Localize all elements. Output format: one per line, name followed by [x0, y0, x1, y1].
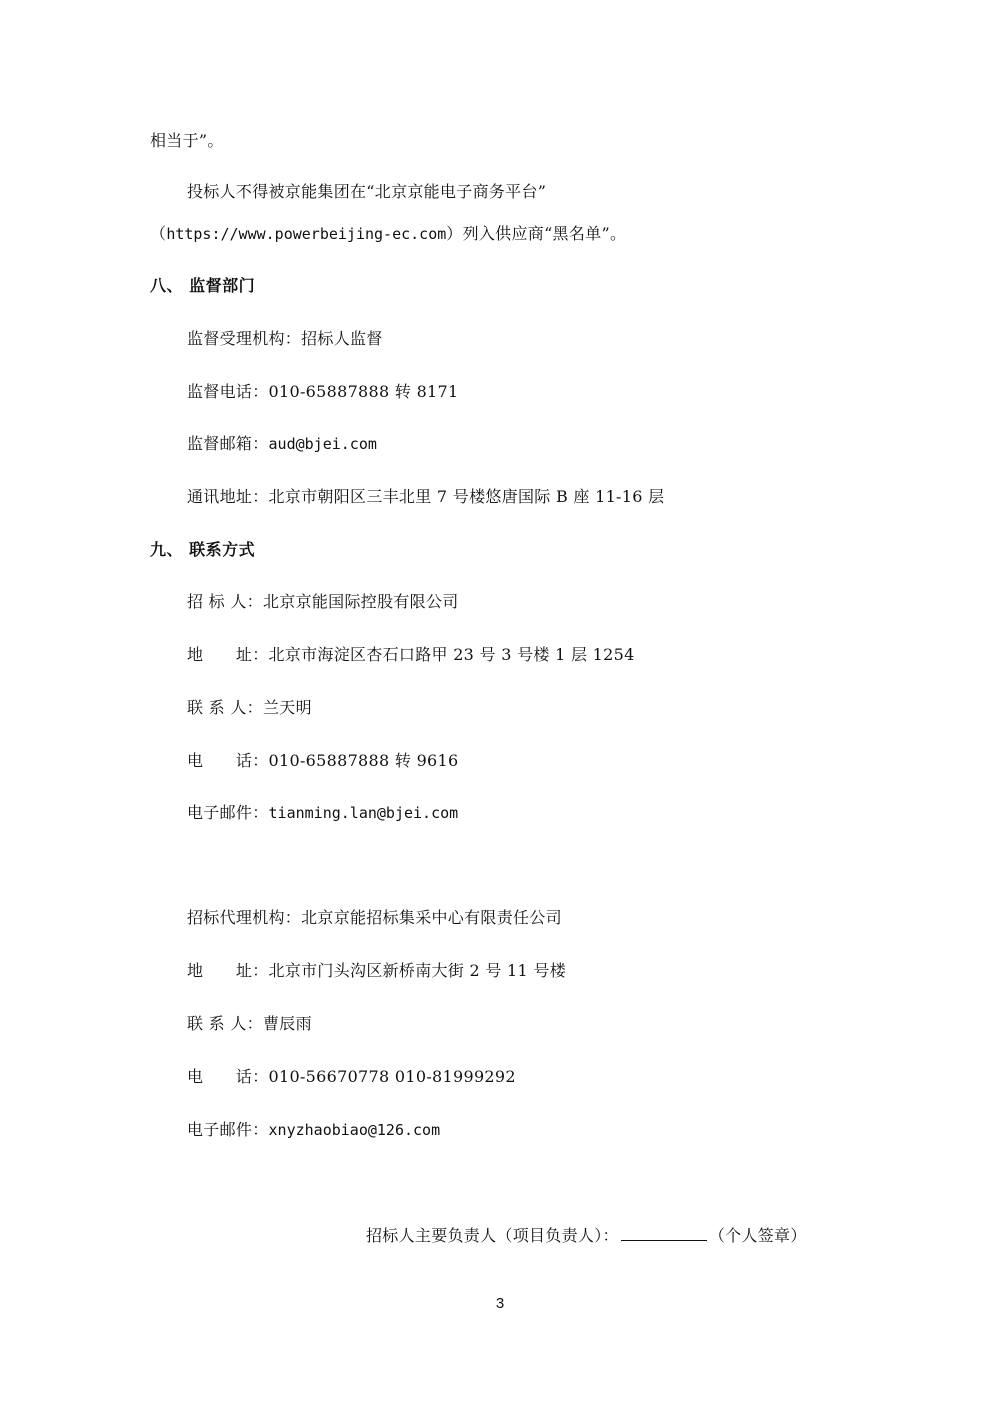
agency-name-label: 招标代理机构：: [187, 908, 302, 927]
tenderer-phone-value: 010-65887888 转 9616: [268, 751, 459, 770]
tenderer-address: [187, 644, 635, 666]
intro-line-3-prefix: （: [150, 224, 167, 243]
tenderer-email-value: tianming.lan@bjei.com: [268, 804, 459, 822]
tenderer-address-value: 北京市海淀区杏石口路甲 23 号 3 号楼 1 层 1254: [268, 645, 635, 664]
tenderer-name-label: 招 标 人：: [187, 592, 263, 611]
section-8-title: 八、 监督部门: [150, 276, 256, 295]
agency-email: [187, 1119, 440, 1141]
supervision-address-label: 通讯地址：: [187, 487, 269, 506]
platform-url: https://www.powerbeijing-ec.com: [166, 225, 447, 243]
agency-phone-value: 010-56670778 010-81999292: [268, 1067, 516, 1086]
supervision-email-value: aud@bjei.com: [268, 435, 377, 453]
agency-contact-value: 曹辰雨: [262, 1014, 312, 1033]
supervision-email-label: 监督邮箱：: [187, 434, 269, 453]
agency-contact: [187, 1013, 312, 1035]
signature-suffix: （个人签章）: [708, 1226, 807, 1245]
agency-contact-label: 联 系 人：: [187, 1014, 263, 1033]
tenderer-phone: [187, 750, 459, 772]
agency-address: [187, 960, 566, 982]
intro-line-1: 相当于”。: [150, 131, 224, 150]
supervision-agency-label: 监督受理机构：: [187, 329, 302, 348]
agency-email-label: 电子邮件：: [187, 1120, 269, 1139]
supervision-phone-label: 监督电话：: [187, 382, 269, 401]
supervision-address-value: 北京市朝阳区三丰北里 7 号楼悠唐国际 B 座 11-16 层: [268, 487, 665, 506]
agency-address-value: 北京市门头沟区新桥南大街 2 号 11 号楼: [268, 961, 566, 980]
signature-prefix: 招标人主要负责人（项目负责人）：: [366, 1226, 619, 1245]
tenderer-email-label: 电子邮件：: [187, 803, 269, 822]
signature-line: [366, 1224, 807, 1247]
intro-line-3-suffix: ）列入供应商“黑名单”。: [446, 224, 627, 243]
tenderer-contact-label: 联 系 人：: [187, 698, 263, 717]
agency-phone: [187, 1066, 516, 1088]
tenderer-phone-label: 电 话：: [187, 751, 269, 770]
tenderer-name: [187, 591, 459, 613]
tenderer-contact-value: 兰天明: [262, 698, 312, 717]
agency-name: [187, 907, 562, 929]
intro-line-3: [150, 223, 626, 245]
supervision-email: [187, 433, 377, 455]
agency-phone-label: 电 话：: [187, 1067, 269, 1086]
agency-address-label: 地 址：: [187, 961, 269, 980]
section-9-title: 九、 联系方式: [150, 540, 256, 559]
page-number: 3: [495, 1295, 505, 1312]
tenderer-address-label: 地 址：: [187, 645, 269, 664]
tenderer-contact: [187, 697, 312, 719]
signature-blank: [621, 1224, 707, 1241]
tenderer-email: [187, 802, 458, 824]
supervision-phone-value: 010-65887888 转 8171: [268, 382, 459, 401]
intro-line-2: 投标人不得被京能集团在“北京京能电子商务平台”: [187, 182, 547, 201]
tenderer-name-value: 北京京能国际控股有限公司: [262, 592, 459, 611]
supervision-agency-value: 招标人监督: [301, 329, 383, 348]
agency-name-value: 北京京能招标集采中心有限责任公司: [301, 908, 562, 927]
agency-email-value: xnyzhaobiao@126.com: [268, 1121, 441, 1139]
supervision-phone: [187, 381, 459, 403]
supervision-agency: [187, 328, 383, 350]
supervision-address: [187, 486, 664, 508]
